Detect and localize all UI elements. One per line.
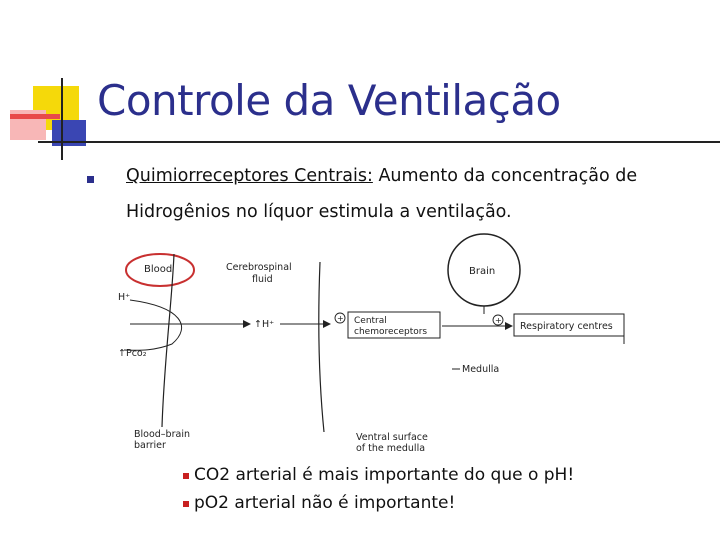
decor-vertical-line: [61, 78, 63, 160]
sub-bullet-marker-2: [183, 501, 189, 507]
medulla-label: Medulla: [462, 364, 500, 375]
h-plus-curve: [124, 300, 182, 350]
sub-bullet-2: pO2 arterial não é importante!: [194, 493, 456, 513]
brain-label: Brain: [469, 266, 496, 277]
respiratory-centres-label: Respiratory centres: [520, 321, 613, 332]
bullet-text: [126, 166, 637, 186]
plus-label-1: +: [337, 314, 344, 323]
h-plus-csf-label: ↑H⁺: [254, 319, 275, 330]
sub-bullet-marker-1: [183, 473, 189, 479]
bbb-label-line1: Blood–brain: [134, 429, 190, 440]
central-chemo-line1: Central: [354, 316, 387, 326]
central-chemo-line2: chemoreceptors: [354, 327, 428, 337]
decor-horizontal-line: [38, 141, 720, 143]
csf-label-line2: fluid: [252, 274, 273, 285]
h-plus-label: H⁺: [118, 292, 131, 303]
plus-label-2: +: [495, 316, 502, 325]
bullet-text-rest: Aumento da concentração de: [372, 166, 638, 186]
ventral-label-line1: Ventral surface: [356, 432, 428, 443]
chemoreceptor-diagram: [112, 232, 632, 462]
ventral-label-line2: of the medulla: [356, 443, 426, 454]
pco2-label: ↑Pco₂: [118, 348, 147, 359]
csf-label-line1: Cerebrospinal: [226, 262, 292, 273]
bbb-line: [162, 254, 174, 427]
ventral-surface-line: [319, 262, 324, 432]
sub-bullet-1: CO2 arterial é mais importante do que o pH!: [194, 465, 575, 485]
bullet-label: Quimiorreceptores Centrais:: [126, 166, 373, 186]
bbb-label-line2: barrier: [134, 440, 166, 451]
bullet-marker: [87, 176, 94, 183]
decor-red-bar: [10, 114, 60, 119]
blood-label: Blood: [144, 264, 173, 275]
slide-title: Controle da Ventilação: [97, 76, 561, 125]
bullet-continuation: Hidrogênios no líquor estimula a ventilação.: [126, 202, 512, 222]
